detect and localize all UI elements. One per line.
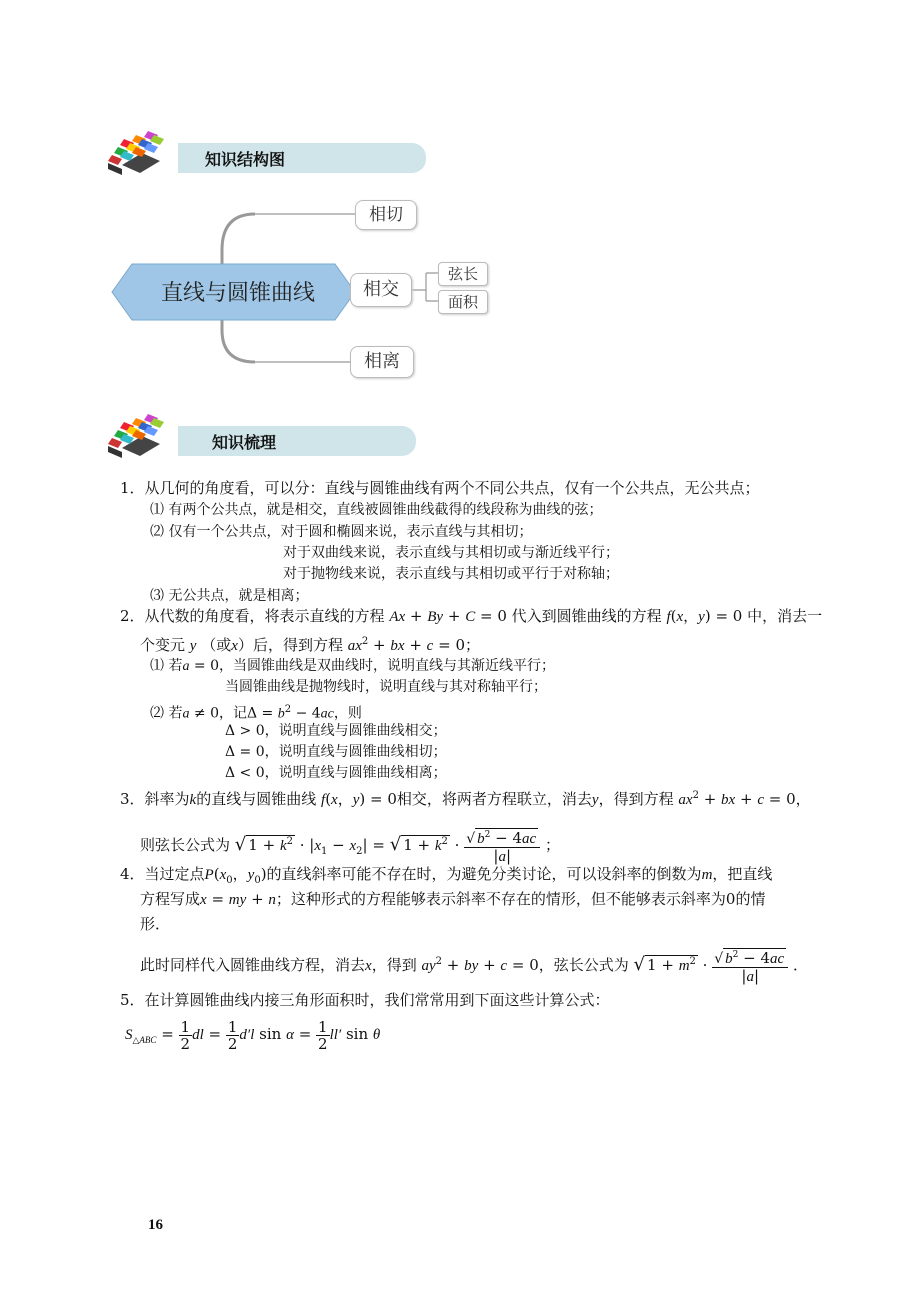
p1-s2: ⑵ 仅有一个公共点，对于圆和椭圆来说，表示直线与其相切； — [150, 524, 533, 540]
p1-s2c: 对于抛物线来说，表示直线与其相切或平行于对称轴； — [283, 566, 619, 582]
node-tangent: 相切 — [355, 200, 417, 230]
p5-line1: 5．在计算圆锥曲线内接三角形面积时，我们常常用到下面这些计算公式： — [120, 991, 610, 1009]
node-separate: 相离 — [350, 346, 414, 378]
p1-s3: ⑶ 无公共点，就是相离； — [150, 588, 309, 604]
diagram-center-label: 直线与圆锥曲线 — [160, 281, 315, 306]
section-title: 知识结构图 — [205, 150, 286, 169]
p3-line1: 3．斜率为k的直线与圆锥曲线 f(x，y) = 0相交，将两者方程联立，消去y，得到方程 $ax^2$ + bx + c = 0， — [120, 790, 811, 808]
p1-main: 1．从几何的角度看，可以分：直线与圆锥曲线有两个不同公共点，仅有一个公共点，无公共点； — [120, 479, 760, 497]
structure-diagram-lines — [0, 0, 920, 400]
node-intersect: 相交 — [350, 273, 412, 307]
p1-s1: ⑴ 有两个公共点，就是相交，直线被圆锥曲线截得的线段称为曲线的弦； — [150, 502, 603, 518]
p2-line2: 个变元 y （或x）后，得到方程 $ax^2$ + bx + c = 0； — [140, 636, 481, 654]
p2-s2: ⑵ 若a ≠ 0，记$\Delta = b^2 - 4ac$，则 — [150, 704, 362, 722]
p5-formula: $S_{\triangle ABC}$ = $\frac{1}{2}$ dl = $\frac{1}{2}$ d′l sin α = $\frac{1}{2}$ ll′ sin θ — [125, 1017, 381, 1053]
cube-logo-icon — [100, 408, 190, 468]
p4-line3: 形． — [140, 915, 171, 933]
page-number: 16 — [148, 1217, 163, 1233]
node-chord: 弦长 — [438, 262, 488, 286]
p2-r2: Δ = 0，说明直线与圆锥曲线相切； — [225, 744, 447, 760]
p2-s1: ⑴ 若a = 0，当圆锥曲线是双曲线时，说明直线与其渐近线平行； — [150, 658, 555, 674]
p2-s1c: 当圆锥曲线是抛物线时，说明直线与其对称轴平行； — [225, 679, 547, 695]
p1-s2b: 对于双曲线来说，表示直线与其相切或与渐近线平行； — [283, 545, 619, 561]
p2-line1: 2．从代数的角度看，将表示直线的方程 Ax + By + C = 0 代入到圆锥曲线的方程 f(x，y) = 0 中，消去一 — [120, 607, 823, 625]
node-area: 面积 — [438, 290, 488, 314]
section-title: 知识梳理 — [212, 433, 277, 452]
p2-r1: Δ > 0，说明直线与圆锥曲线相交； — [225, 723, 447, 739]
p4-line4: 此时同样代入圆锥曲线方程，消去x，得到 $ay^2$ + by + c = 0，弦长公式为 √ $1 + m^2$ · $\frac{√ b^2 - 4ac}{|a|}$ ． — [140, 949, 808, 985]
p4-line1: 4．当过定点$P(x_0$，$y_0$)的直线斜率可能不存在时，为避免分类讨论，可以设斜率的倒数为m，把直线 — [120, 865, 773, 886]
section-header-summary — [100, 408, 330, 468]
p2-r3: Δ < 0，说明直线与圆锥曲线相离； — [225, 765, 447, 781]
p4-line2: 方程写成x = my + n；这种形式的方程能够表示斜率不存在的情形，但不能够表示斜率为0的情 — [140, 890, 766, 908]
p3-line2: 则弦长公式为 √ $1 + k^2 \cdot |x_1 - x_2|$ = √ $1 + k^2$ · $\frac{√ b^2 - 4ac}{|a|}$ ； — [140, 829, 560, 865]
